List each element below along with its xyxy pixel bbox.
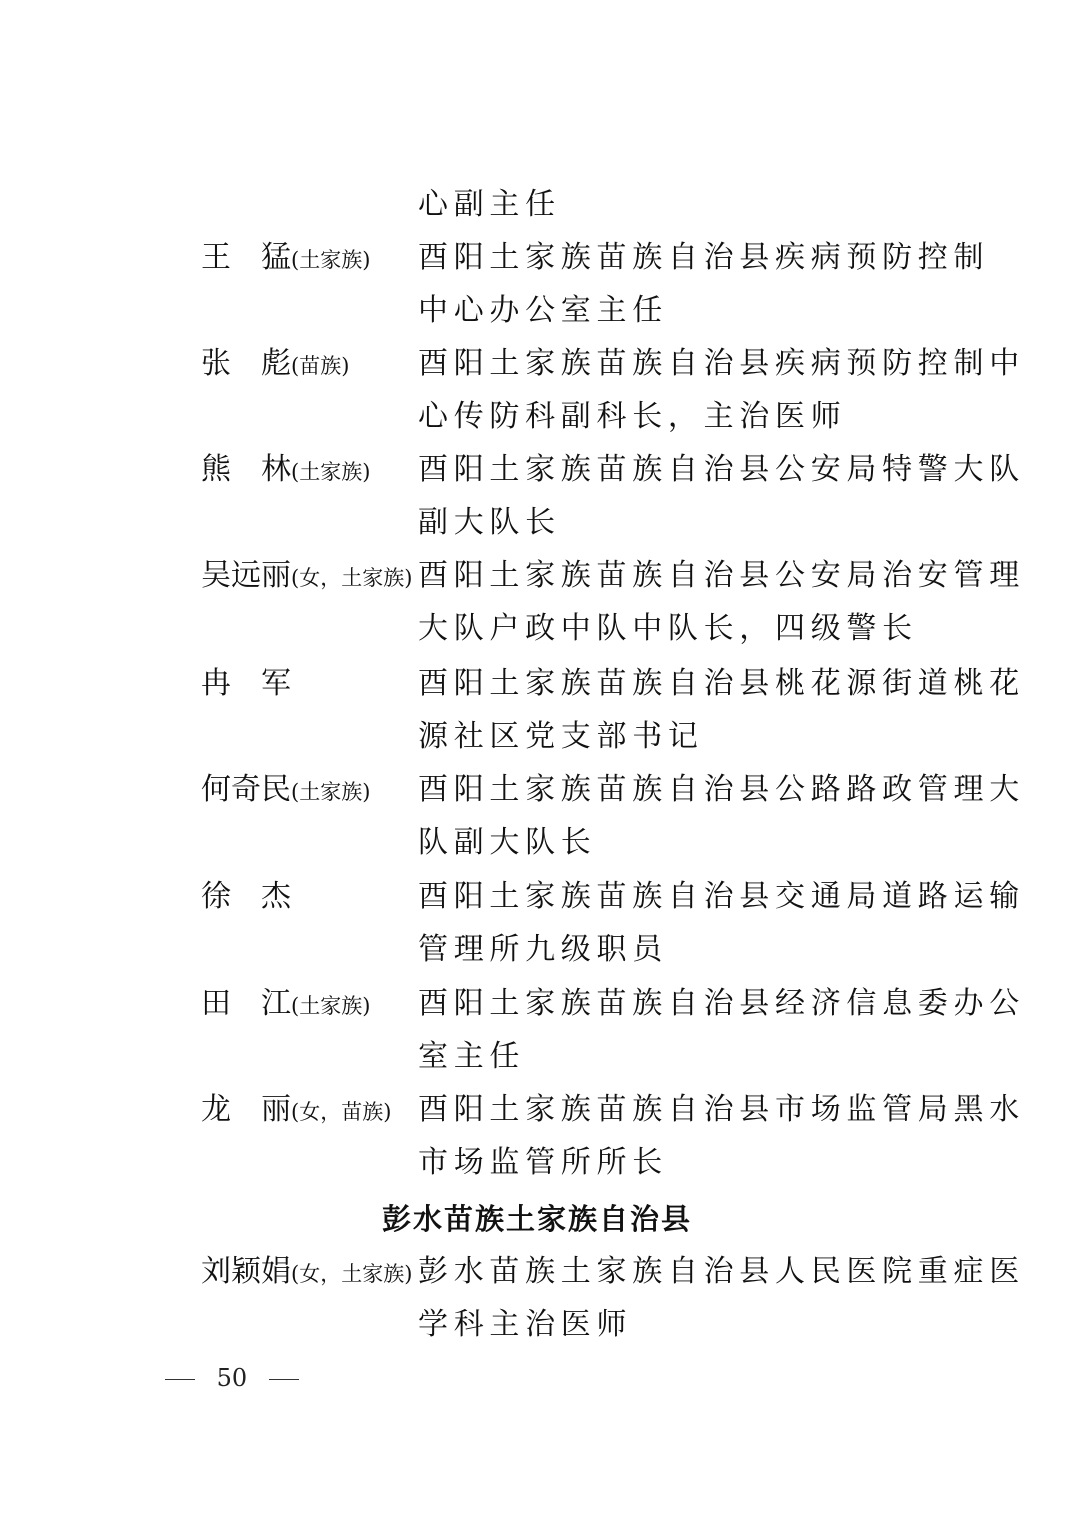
position-line: 酉阳土家族苗族自治县疾病预防控制	[418, 240, 990, 275]
person-name-line	[201, 763, 416, 817]
person-name-line	[201, 870, 416, 924]
person-name: 何奇民	[201, 772, 291, 807]
position-line: 彭水苗族土家族自治县人民医院重症医	[418, 1254, 1025, 1289]
position-line: 室主任	[418, 1039, 526, 1074]
person-name: 张 彪	[201, 346, 291, 381]
person-ethnicity: (土家族)	[291, 248, 371, 272]
person-name: 刘颖娟	[201, 1254, 291, 1289]
person-name: 冉 军	[201, 666, 291, 701]
position-line: 酉阳土家族苗族自治县公路路政管理大	[418, 772, 1025, 807]
person-ethnicity: (女，土家族)	[291, 1262, 413, 1286]
position-line: 酉阳土家族苗族自治县交通局道路运输	[418, 879, 1025, 914]
person-ethnicity: (土家族)	[291, 460, 371, 484]
position-line: 酉阳土家族苗族自治县公安局治安管理	[418, 558, 1025, 593]
position-line: 队副大队长	[418, 825, 597, 860]
person-name: 田 江	[201, 986, 291, 1021]
position-line: 学科主治医师	[418, 1307, 633, 1342]
person-ethnicity: (土家族)	[291, 994, 371, 1018]
page-number-footer	[165, 1358, 299, 1398]
person-ethnicity: (女，土家族)	[291, 566, 413, 590]
person-name-line	[201, 1245, 416, 1299]
position-line: 市场监管所所长	[418, 1145, 668, 1180]
person-name-line	[201, 231, 416, 285]
position-line: 副大队长	[418, 505, 561, 540]
footer-dash-right	[269, 1379, 299, 1380]
position-line: 源社区党支部书记	[418, 719, 704, 754]
person-name-line	[201, 657, 416, 711]
continuation-line: 心副主任	[418, 187, 561, 222]
position-line: 酉阳土家族苗族自治县经济信息委办公	[418, 986, 1025, 1021]
person-ethnicity: (苗族)	[291, 354, 350, 378]
person-name: 龙 丽	[201, 1092, 291, 1127]
person-name: 熊 林	[201, 452, 291, 487]
person-ethnicity: (土家族)	[291, 780, 371, 804]
person-name-line	[201, 549, 416, 603]
position-line: 中心办公室主任	[418, 293, 668, 328]
person-name-line	[201, 1083, 416, 1137]
person-ethnicity: (女，苗族)	[291, 1100, 392, 1124]
person-name: 徐 杰	[201, 879, 291, 914]
position-line: 大队户政中队中队长，四级警长	[418, 611, 918, 646]
person-name-line	[201, 443, 416, 497]
position-line: 酉阳土家族苗族自治县桃花源街道桃花	[418, 666, 1025, 701]
person-name: 吴远丽	[201, 558, 291, 593]
position-line: 酉阳土家族苗族自治县公安局特警大队	[418, 452, 1025, 487]
position-line: 管理所九级职员	[418, 932, 668, 967]
footer-dash-left	[165, 1379, 195, 1380]
position-line: 酉阳土家族苗族自治县市场监管局黑水	[418, 1092, 1025, 1127]
page-number: 50	[216, 1364, 248, 1392]
position-line: 心传防科副科长，主治医师	[418, 399, 847, 434]
section-heading: 彭水苗族土家族自治县	[381, 1202, 692, 1236]
person-name-line	[201, 977, 416, 1031]
person-name-line	[201, 337, 416, 391]
person-name: 王 猛	[201, 240, 291, 275]
position-line: 酉阳土家族苗族自治县疾病预防控制中	[418, 346, 1025, 381]
